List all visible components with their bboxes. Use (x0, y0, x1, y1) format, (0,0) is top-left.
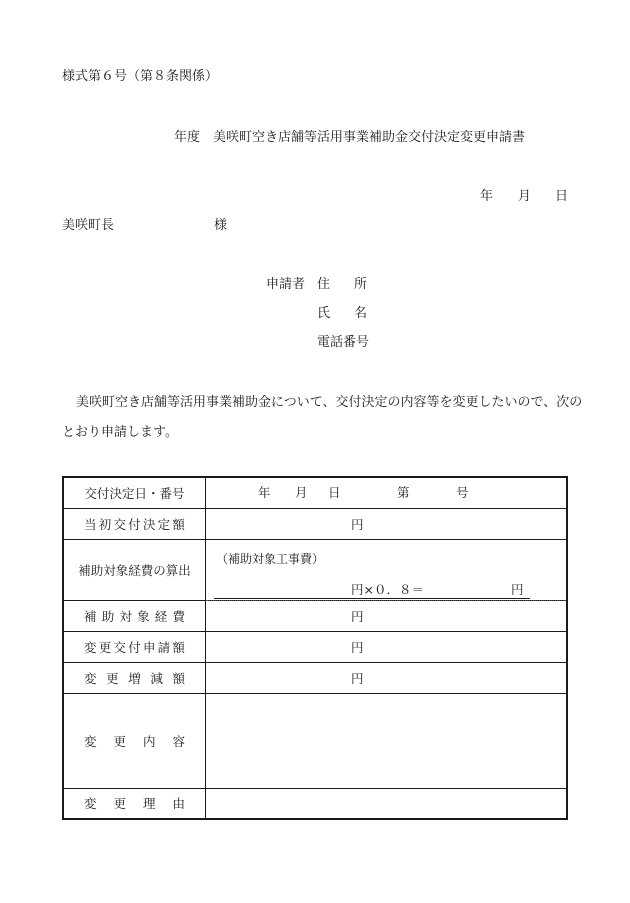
applicant-address-label-1: 住 (317, 277, 331, 292)
table-row-initial-amount (63, 508, 567, 539)
calculation-formula: 円×０．８＝ (351, 581, 424, 597)
addressee-name: 美咲町長 (62, 218, 115, 233)
construction-cost-sublabel: （補助対象工事費） (216, 551, 325, 566)
application-table (62, 476, 568, 820)
applicant-name-label-2: 名 (354, 306, 368, 321)
decision-month-label: 月 (295, 485, 308, 500)
decision-number-suffix: 号 (456, 485, 469, 500)
yen-unit: 円 (351, 639, 364, 655)
eligible-expense-label: 補 助 対 象 経 費 (63, 600, 206, 631)
date-year-label: 年 (480, 189, 494, 204)
expense-calculation-label: 補助対象経費の算出 (63, 539, 206, 600)
table-row-change-content (63, 693, 567, 788)
applicant-address-label-2: 所 (354, 277, 368, 292)
body-text-line-2: とおり申請します。 (62, 425, 178, 440)
change-content-label: 変 更 内 容 (63, 693, 206, 788)
yen-unit: 円 (351, 516, 364, 532)
expense-calculation-field[interactable] (206, 539, 568, 600)
table-row-change-reason (63, 788, 567, 819)
eligible-expense-field[interactable] (206, 600, 568, 631)
change-difference-field[interactable] (206, 662, 568, 693)
document-title: 年度 美咲町空き店舗等活用事業補助金交付決定変更申請書 (174, 130, 526, 145)
decision-date-field[interactable] (206, 477, 568, 508)
yen-unit: 円 (351, 608, 364, 624)
table-row-change-request-amount (63, 631, 567, 662)
yen-unit: 円 (351, 670, 364, 686)
decision-year-label: 年 (258, 485, 271, 500)
initial-amount-field[interactable] (206, 508, 568, 539)
applicant-name-label-1: 氏 (317, 306, 331, 321)
table-row-eligible-expense (63, 600, 567, 631)
change-content-field[interactable] (206, 693, 568, 788)
table-row-change-difference (63, 662, 567, 693)
change-difference-label: 変 更 増 減 額 (63, 662, 206, 693)
calculation-result-unit: 円 (511, 581, 524, 597)
change-reason-field[interactable] (206, 788, 568, 819)
change-request-amount-field[interactable] (206, 631, 568, 662)
table-row-decision-date (63, 477, 567, 508)
body-text-line-1: 美咲町空き店舗等活用事業補助金について、交付決定の内容等を変更したいので、次の (76, 395, 583, 410)
addressee-honorific: 様 (214, 218, 228, 233)
calculation-underline (214, 598, 530, 599)
date-day-label: 日 (555, 189, 569, 204)
table-row-expense-calculation (63, 539, 567, 600)
change-request-amount-label: 変 更 交 付 申 請 額 (63, 631, 206, 662)
change-reason-label: 変 更 理 由 (63, 788, 206, 819)
decision-number-prefix: 第 (397, 485, 410, 500)
initial-amount-label: 当 初 交 付 決 定 額 (63, 508, 206, 539)
date-month-label: 月 (518, 189, 532, 204)
applicant-label: 申請者 (266, 277, 306, 292)
applicant-phone-label: 電話番号 (317, 335, 370, 350)
form-number: 様式第６号（第８条関係） (62, 69, 219, 84)
decision-day-label: 日 (328, 485, 341, 500)
decision-date-label: 交付決定日・番号 (63, 477, 206, 508)
